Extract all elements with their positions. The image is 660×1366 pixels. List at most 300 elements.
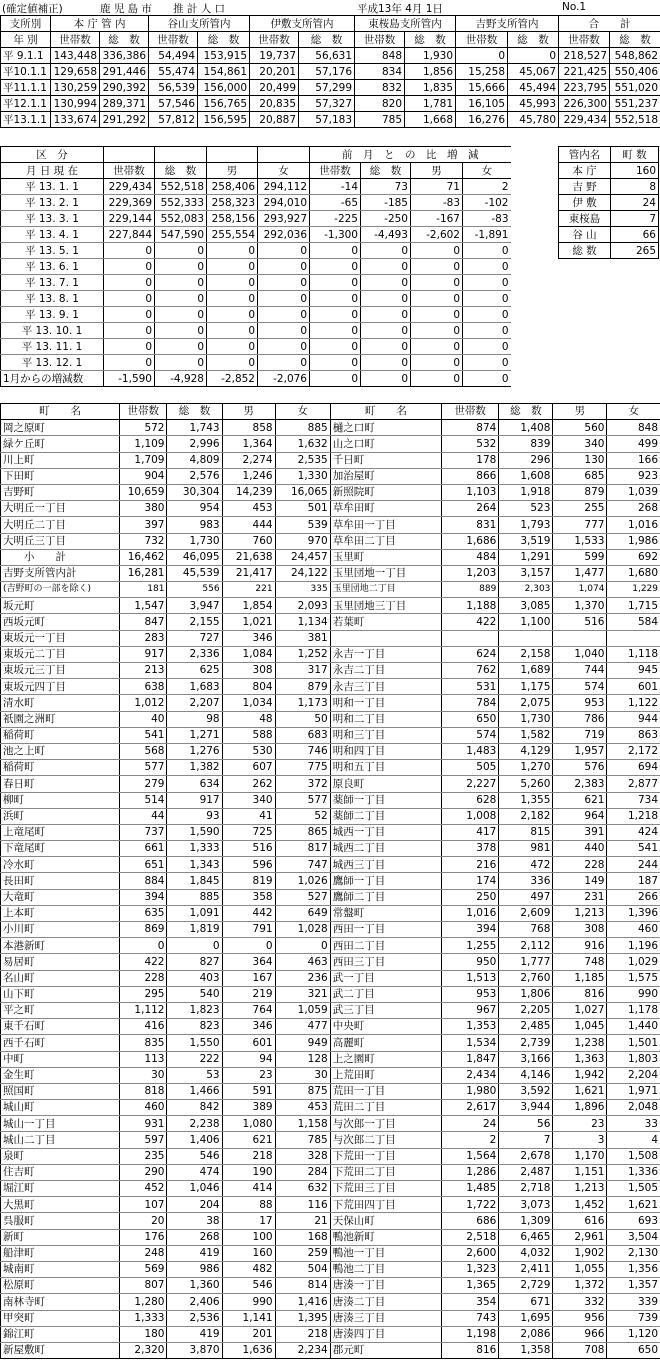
- ward-name: 永吉一丁目: [330, 646, 441, 662]
- table-cell: 743: [442, 1310, 499, 1326]
- table-cell: 2,487: [499, 1164, 553, 1180]
- column-header: 世帯数: [442, 404, 499, 420]
- table-cell: 0: [411, 371, 463, 387]
- table-cell: 201: [222, 1326, 275, 1342]
- table-cell: 23: [553, 1116, 607, 1132]
- table-cell: 45,993: [508, 96, 559, 112]
- table-cell: 917: [167, 792, 222, 808]
- table-cell: 1,323: [442, 1261, 499, 1277]
- table-cell: 1,986: [607, 533, 660, 549]
- table-cell: 259: [275, 1245, 330, 1261]
- table-cell: 0: [411, 339, 463, 355]
- table-cell: 2,320: [119, 1342, 167, 1358]
- table-cell: 2,996: [167, 436, 222, 452]
- table-row: [1, 646, 660, 662]
- row-label: 平13.1.1: [1, 112, 51, 128]
- ward-name: 鴨池新町: [330, 1229, 441, 1245]
- table-cell: 2,434: [442, 1067, 499, 1083]
- table-cell: 244: [607, 857, 660, 873]
- table-cell: 650: [442, 711, 499, 727]
- table-row: [1, 468, 660, 484]
- table-cell: 223,795: [559, 80, 610, 96]
- row-label: 平 13. 10. 1: [1, 323, 104, 339]
- ward-name: 永吉三丁目: [330, 679, 441, 695]
- branch-yearly-table: [0, 15, 660, 128]
- table-cell: 308: [222, 663, 275, 679]
- table-cell: 1,636: [222, 1342, 275, 1358]
- table-cell: 692: [607, 549, 660, 565]
- column-header: 男: [222, 404, 275, 420]
- table-cell: 568: [119, 743, 167, 759]
- ward-name: 鴨池二丁目: [330, 1261, 441, 1277]
- table-cell: 2,518: [442, 1229, 499, 1245]
- column-header: 世帯数: [51, 32, 100, 48]
- table-cell: 416: [119, 1019, 167, 1035]
- table-cell: 1,100: [499, 614, 553, 630]
- table-cell: 1,333: [167, 841, 222, 857]
- table-cell: 180: [119, 1326, 167, 1342]
- table-cell: 1,508: [607, 1148, 660, 1164]
- table-row: [1, 857, 660, 873]
- table-cell: 294,010: [258, 195, 310, 211]
- table-cell: 283: [119, 630, 167, 646]
- ward-name: 稲荷町: [1, 727, 120, 743]
- table-cell: 218,527: [559, 48, 610, 64]
- table-cell: 649: [275, 905, 330, 921]
- table-cell: 0: [155, 307, 207, 323]
- table-cell: 0: [167, 938, 222, 954]
- table-cell: 1,902: [553, 1245, 607, 1261]
- table-cell: 1,026: [275, 873, 330, 889]
- table-row: [1, 355, 511, 371]
- ward-name: 若葉町: [330, 614, 441, 630]
- table-cell: 1,012: [119, 695, 167, 711]
- table-cell: 1,188: [442, 598, 499, 614]
- table-cell: 949: [275, 1035, 330, 1051]
- ward-name: 玉里団地三丁目: [330, 598, 441, 614]
- ward-name: 岡之原町: [1, 420, 120, 436]
- table-cell: 290: [119, 1164, 167, 1180]
- ward-name: 清水町: [1, 695, 120, 711]
- table-cell: 2,204: [607, 1067, 660, 1083]
- ward-name: 唐湊三丁目: [330, 1310, 441, 1326]
- table-cell: 0: [258, 323, 310, 339]
- table-cell: 1,134: [275, 614, 330, 630]
- table-cell: 55,474: [149, 64, 198, 80]
- table-cell: 444: [222, 517, 275, 533]
- table-cell: 3,085: [499, 598, 553, 614]
- table-cell: 130,259: [51, 80, 100, 96]
- table-cell: 40: [119, 711, 167, 727]
- table-cell: 625: [167, 663, 222, 679]
- table-cell: 950: [442, 954, 499, 970]
- table-cell: 1,173: [275, 695, 330, 711]
- table-cell: 683: [275, 727, 330, 743]
- table-cell: 19,737: [250, 48, 299, 64]
- column-header: 世帯数: [250, 32, 299, 48]
- table-cell: 45,067: [508, 64, 559, 80]
- table-cell: 0: [361, 355, 411, 371]
- table-cell: 93: [167, 808, 222, 824]
- table-cell: 831: [442, 517, 499, 533]
- table-cell: 0: [361, 291, 411, 307]
- table-cell: 552,333: [155, 195, 207, 211]
- table-cell: 1,621: [553, 1083, 607, 1099]
- ward-name: [330, 630, 441, 646]
- table-cell: 391: [553, 824, 607, 840]
- column-header: [155, 147, 207, 163]
- table-cell: 308: [553, 922, 607, 938]
- table-cell: 332: [553, 1294, 607, 1310]
- table-cell: 422: [119, 954, 167, 970]
- table-cell: 1,109: [119, 436, 167, 452]
- table-cell: 1,854: [222, 598, 275, 614]
- ward-name: 坂元町: [1, 598, 120, 614]
- ward-name: 西千石町: [1, 1035, 120, 1051]
- table-row: [1, 986, 660, 1002]
- table-row: [1, 112, 660, 128]
- table-row: [1, 760, 660, 776]
- table-cell: 107: [119, 1197, 167, 1213]
- table-cell: 848: [607, 420, 660, 436]
- table-cell: 484: [442, 549, 499, 565]
- table-cell: 560: [553, 420, 607, 436]
- ward-name: 浜町: [1, 808, 120, 824]
- table-cell: 574: [442, 727, 499, 743]
- table-cell: 3,519: [499, 533, 553, 549]
- column-header: 世帯数: [559, 32, 610, 48]
- table-cell: 1,980: [442, 1083, 499, 1099]
- table-cell: 2,172: [607, 743, 660, 759]
- table-cell: 2,182: [499, 808, 553, 824]
- table-cell: 2,093: [275, 598, 330, 614]
- table-cell: 514: [119, 792, 167, 808]
- table-cell: 130: [553, 452, 607, 468]
- table-cell: 819: [222, 873, 275, 889]
- table-cell: 0: [463, 291, 511, 307]
- table-cell: 775: [275, 760, 330, 776]
- table-cell: 551,237: [610, 96, 660, 112]
- ward-name: 千日町: [330, 452, 441, 468]
- table-row: [1, 630, 660, 646]
- table-cell: 1,918: [499, 484, 553, 500]
- column-header: [104, 147, 155, 163]
- table-row: [559, 211, 659, 227]
- table-cell: 335: [275, 582, 330, 598]
- table-cell: 1,365: [442, 1278, 499, 1294]
- table-cell: 1,564: [442, 1148, 499, 1164]
- table-cell: 2,729: [499, 1278, 553, 1294]
- table-cell: 0: [207, 259, 258, 275]
- header-row: [559, 147, 659, 163]
- ward-name: 玉里団地二丁目: [330, 582, 441, 598]
- table-cell: 869: [119, 922, 167, 938]
- ward-name: 草牟田町: [330, 501, 441, 517]
- table-cell: [553, 630, 607, 646]
- table-cell: 744: [553, 663, 607, 679]
- table-cell: 685: [553, 468, 607, 484]
- ward-name: 唐湊一丁目: [330, 1278, 441, 1294]
- table-cell: 708: [553, 1342, 607, 1358]
- column-header: 総 数: [499, 404, 553, 420]
- table-row: [1, 549, 660, 565]
- table-cell: 1,203: [442, 565, 499, 581]
- table-cell: 0: [463, 339, 511, 355]
- table-cell: 0: [463, 355, 511, 371]
- table-cell: 0: [155, 339, 207, 355]
- table-row: [1, 1197, 660, 1213]
- table-cell: 160: [222, 1245, 275, 1261]
- table-row: [1, 679, 660, 695]
- table-cell: 8: [611, 179, 659, 195]
- table-row: [1, 1164, 660, 1180]
- table-cell: 2,207: [167, 695, 222, 711]
- column-header: 月 日 現 在: [1, 163, 104, 179]
- column-header: 総 数: [100, 32, 149, 48]
- table-row: [1, 291, 511, 307]
- table-cell: 1,550: [167, 1035, 222, 1051]
- table-row: [1, 323, 511, 339]
- page-title: 鹿 児 島 市 推 計 人 口: [100, 3, 226, 15]
- table-cell: 0: [310, 339, 361, 355]
- row-label: 本 庁: [559, 163, 611, 179]
- table-cell: 389: [222, 1100, 275, 1116]
- table-cell: 569: [119, 1261, 167, 1277]
- ward-name: 小 計: [1, 549, 120, 565]
- table-cell: 3,947: [167, 598, 222, 614]
- table-row: [1, 614, 660, 630]
- table-cell: 156,595: [198, 112, 250, 128]
- ward-name: 西田一丁目: [330, 922, 441, 938]
- table-cell: 785: [355, 112, 405, 128]
- table-cell: 424: [607, 824, 660, 840]
- table-cell: 1,055: [553, 1261, 607, 1277]
- table-cell: 983: [167, 517, 222, 533]
- table-row: [1, 371, 511, 387]
- table-cell: 2,155: [167, 614, 222, 630]
- table-cell: 30: [275, 1067, 330, 1083]
- ward-name: 中央町: [330, 1019, 441, 1035]
- ward-name: 明和五丁目: [330, 760, 441, 776]
- row-label: 伊 敷: [559, 195, 611, 211]
- table-cell: 1,040: [553, 646, 607, 662]
- table-cell: 791: [222, 922, 275, 938]
- table-cell: 588: [222, 727, 275, 743]
- table-cell: 0: [258, 259, 310, 275]
- table-cell: 1,823: [167, 1002, 222, 1018]
- table-cell: 953: [553, 695, 607, 711]
- table-row: [559, 195, 659, 211]
- ward-name: 下荒田三丁目: [330, 1181, 441, 1197]
- table-cell: 53: [167, 1067, 222, 1083]
- column-header: 総 数: [167, 404, 222, 420]
- table-cell: 236: [275, 970, 330, 986]
- table-cell: 394: [119, 889, 167, 905]
- table-cell: 264: [442, 501, 499, 517]
- table-cell: 2,048: [607, 1100, 660, 1116]
- table-cell: 1,120: [607, 1326, 660, 1342]
- ward-name: 冷水町: [1, 857, 120, 873]
- table-cell: 258,406: [207, 179, 258, 195]
- column-header: 総 数: [508, 32, 559, 48]
- table-cell: 0: [463, 243, 511, 259]
- table-cell: 807: [119, 1278, 167, 1294]
- table-row: [1, 1245, 660, 1261]
- table-cell: 2,227: [442, 776, 499, 792]
- ward-name: 上荒田町: [330, 1067, 441, 1083]
- table-cell: 2,303: [499, 582, 553, 598]
- row-label: 平 13. 7. 1: [1, 275, 104, 291]
- table-row: [559, 227, 659, 243]
- table-cell: 156,000: [198, 80, 250, 96]
- table-cell: 847: [119, 614, 167, 630]
- table-cell: 1,196: [607, 938, 660, 954]
- table-cell: 1,039: [607, 484, 660, 500]
- ward-name: 城山二丁目: [1, 1132, 120, 1148]
- ward-name: 金生町: [1, 1067, 120, 1083]
- table-cell: 1,238: [553, 1035, 607, 1051]
- ward-name: 松原町: [1, 1278, 120, 1294]
- column-group-header: 合 計: [559, 16, 660, 32]
- table-row: [1, 841, 660, 857]
- column-header: 男: [207, 163, 258, 179]
- table-row: [559, 179, 659, 195]
- table-cell: 166: [607, 452, 660, 468]
- table-cell: 21,638: [222, 549, 275, 565]
- table-cell: 694: [607, 760, 660, 776]
- table-cell: 0: [310, 371, 361, 387]
- column-group-header: 伊敷支所管内: [250, 16, 355, 32]
- table-row: [1, 179, 511, 195]
- table-cell: 16,065: [275, 484, 330, 500]
- table-cell: 842: [167, 1100, 222, 1116]
- table-row: [1, 1132, 660, 1148]
- table-cell: 2,739: [499, 1035, 553, 1051]
- table-cell: 0: [275, 938, 330, 954]
- ward-name: 薬師一丁目: [330, 792, 441, 808]
- table-row: [1, 48, 660, 64]
- table-cell: 229,434: [104, 179, 155, 195]
- table-row: [1, 80, 660, 96]
- table-cell: 1,416: [275, 1294, 330, 1310]
- table-cell: 16,105: [456, 96, 508, 112]
- table-cell: -2,602: [411, 227, 463, 243]
- table-cell: 601: [222, 1035, 275, 1051]
- table-cell: 516: [553, 614, 607, 630]
- table-cell: 250: [442, 889, 499, 905]
- table-cell: 686: [442, 1213, 499, 1229]
- ward-name: 草牟田一丁目: [330, 517, 441, 533]
- ward-name: 明和三丁目: [330, 727, 441, 743]
- ward-name: 錦江町: [1, 1326, 120, 1342]
- table-cell: 52: [275, 808, 330, 824]
- table-cell: 621: [222, 1132, 275, 1148]
- ward-name: 新屋敷町: [1, 1342, 120, 1358]
- column-header: 町 名: [330, 404, 441, 420]
- table-cell: 591: [222, 1083, 275, 1099]
- ward-name: 鴨池一丁目: [330, 1245, 441, 1261]
- table-cell: 1,276: [167, 743, 222, 759]
- table-cell: 262: [222, 776, 275, 792]
- table-cell: 884: [119, 873, 167, 889]
- table-cell: 0: [207, 275, 258, 291]
- table-cell: 296: [499, 452, 553, 468]
- table-cell: 1,370: [553, 598, 607, 614]
- table-cell: 71: [411, 179, 463, 195]
- table-cell: 1,730: [499, 711, 553, 727]
- table-cell: 2,535: [275, 452, 330, 468]
- table-cell: 815: [499, 824, 553, 840]
- table-row: [1, 1278, 660, 1294]
- table-cell: 1,103: [442, 484, 499, 500]
- table-cell: 747: [275, 857, 330, 873]
- table-cell: 129,658: [51, 64, 100, 80]
- table-cell: 1,608: [499, 468, 553, 484]
- table-cell: 2,961: [553, 1229, 607, 1245]
- table-cell: 601: [607, 679, 660, 695]
- table-cell: 153,915: [198, 48, 250, 64]
- table-cell: 624: [442, 646, 499, 662]
- table-cell: 651: [119, 857, 167, 873]
- table-cell: [607, 630, 660, 646]
- ward-name: 鷹師一丁目: [330, 873, 441, 889]
- table-cell: 1,027: [553, 1002, 607, 1018]
- ward-name: 明和二丁目: [330, 711, 441, 727]
- table-row: [1, 824, 660, 840]
- table-cell: 885: [275, 420, 330, 436]
- table-cell: 1,175: [499, 679, 553, 695]
- table-row: [1, 565, 660, 581]
- table-cell: 944: [607, 711, 660, 727]
- table-cell: 1,357: [607, 1278, 660, 1294]
- note-label: (確定値補正): [2, 3, 63, 15]
- table-cell: 1,835: [405, 80, 456, 96]
- column-header: 総 数: [405, 32, 456, 48]
- column-header: 総 数: [610, 32, 660, 48]
- table-cell: 0: [207, 291, 258, 307]
- column-header: 男: [411, 163, 463, 179]
- table-cell: 187: [607, 873, 660, 889]
- ward-name: 大黒町: [1, 1197, 120, 1213]
- ward-name: 本港新町: [1, 938, 120, 954]
- table-row: [1, 1294, 660, 1310]
- ward-name: 新照院町: [330, 484, 441, 500]
- ward-name: 東坂元二丁目: [1, 646, 120, 662]
- table-cell: 46,095: [167, 549, 222, 565]
- table-cell: 0: [361, 259, 411, 275]
- table-cell: 255,554: [207, 227, 258, 243]
- table-cell: 0: [258, 291, 310, 307]
- column-header: 年 別: [1, 32, 51, 48]
- table-cell: 577: [275, 792, 330, 808]
- table-cell: 181: [119, 582, 167, 598]
- table-cell: 0: [104, 307, 155, 323]
- table-cell: 21: [275, 1213, 330, 1229]
- table-cell: 966: [553, 1326, 607, 1342]
- row-label: 東桜島: [559, 211, 611, 227]
- table-cell: 1,353: [442, 1019, 499, 1035]
- table-row: [1, 905, 660, 921]
- table-cell: 0: [456, 48, 508, 64]
- table-cell: 57,812: [149, 112, 198, 128]
- table-cell: 113: [119, 1051, 167, 1067]
- row-label: 平 13. 9. 1: [1, 307, 104, 323]
- table-cell: -102: [463, 195, 511, 211]
- table-cell: 531: [442, 679, 499, 695]
- table-cell: 786: [553, 711, 607, 727]
- table-cell: 143,448: [51, 48, 100, 64]
- ward-name: 上本町: [1, 905, 120, 921]
